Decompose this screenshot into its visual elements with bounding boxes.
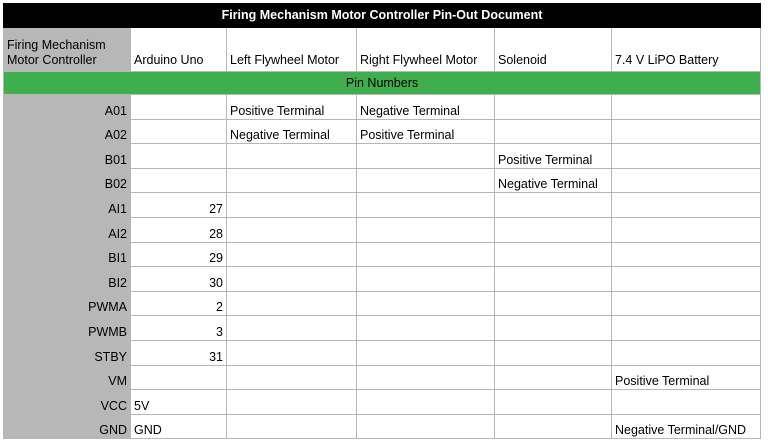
table-cell[interactable]: Negative Terminal/GND: [612, 414, 761, 439]
table-cell[interactable]: [612, 193, 761, 218]
table-cell[interactable]: [612, 144, 761, 169]
table-cell[interactable]: [227, 291, 357, 316]
table-cell[interactable]: [227, 267, 357, 292]
pin-name-cell[interactable]: PWMB: [4, 316, 131, 341]
table-cell[interactable]: [227, 390, 357, 415]
table-cell[interactable]: Negative Terminal: [495, 168, 612, 193]
table-cell[interactable]: [227, 340, 357, 365]
title-row: [4, 4, 761, 28]
table-cell[interactable]: [612, 340, 761, 365]
table-cell[interactable]: [227, 144, 357, 169]
pin-name-cell[interactable]: VM: [4, 365, 131, 390]
table-cell[interactable]: [131, 119, 227, 144]
table-cell[interactable]: Negative Terminal: [227, 119, 357, 144]
table-cell[interactable]: [227, 365, 357, 390]
table-cell[interactable]: [612, 291, 761, 316]
table-cell[interactable]: Positive Terminal: [227, 95, 357, 120]
table-cell[interactable]: [495, 193, 612, 218]
table-cell[interactable]: [357, 365, 495, 390]
table-cell[interactable]: [357, 390, 495, 415]
table-cell[interactable]: [131, 144, 227, 169]
pin-name-cell[interactable]: AI1: [4, 193, 131, 218]
table-cell[interactable]: [495, 242, 612, 267]
table-cell[interactable]: 31: [131, 340, 227, 365]
table-cell[interactable]: [612, 267, 761, 292]
table-cell[interactable]: [357, 414, 495, 439]
spreadsheet: [3, 3, 760, 439]
header-cell-left-flywheel-motor[interactable]: Left Flywheel Motor: [227, 28, 357, 72]
table-cell[interactable]: [612, 316, 761, 341]
table-cell[interactable]: [357, 316, 495, 341]
table-cell[interactable]: 3: [131, 316, 227, 341]
table-row: [4, 390, 761, 415]
table-cell[interactable]: [495, 340, 612, 365]
table-cell[interactable]: Positive Terminal: [612, 365, 761, 390]
table-cell[interactable]: [612, 95, 761, 120]
table-cell[interactable]: [495, 365, 612, 390]
table-cell[interactable]: [357, 242, 495, 267]
table-cell[interactable]: [357, 144, 495, 169]
header-cell-battery[interactable]: 7.4 V LiPO Battery: [612, 28, 761, 72]
table-cell[interactable]: [227, 217, 357, 242]
table-cell[interactable]: [612, 119, 761, 144]
pin-name-cell[interactable]: PWMA: [4, 291, 131, 316]
table-cell[interactable]: [495, 95, 612, 120]
table-cell[interactable]: [131, 168, 227, 193]
table-row: [4, 168, 761, 193]
table-cell[interactable]: [357, 267, 495, 292]
table-cell[interactable]: 28: [131, 217, 227, 242]
pin-name-cell[interactable]: A02: [4, 119, 131, 144]
table-cell[interactable]: [357, 340, 495, 365]
table-cell[interactable]: [495, 119, 612, 144]
table-cell[interactable]: 30: [131, 267, 227, 292]
table-cell[interactable]: [227, 193, 357, 218]
table-cell[interactable]: [495, 316, 612, 341]
table-cell[interactable]: [357, 168, 495, 193]
table-row: [4, 119, 761, 144]
document-title[interactable]: Firing Mechanism Motor Controller Pin-Out Document: [4, 4, 761, 28]
header-cell-right-flywheel-motor[interactable]: Right Flywheel Motor: [357, 28, 495, 72]
table-cell[interactable]: [612, 217, 761, 242]
table-cell[interactable]: 5V: [131, 390, 227, 415]
table-cell[interactable]: [227, 414, 357, 439]
table-row: [4, 144, 761, 169]
table-row: [4, 95, 761, 120]
table-cell[interactable]: [357, 193, 495, 218]
table-cell[interactable]: [612, 168, 761, 193]
table-cell[interactable]: [227, 168, 357, 193]
pin-name-cell[interactable]: B02: [4, 168, 131, 193]
table-cell[interactable]: 29: [131, 242, 227, 267]
table-cell[interactable]: [612, 242, 761, 267]
table-cell[interactable]: Positive Terminal: [357, 119, 495, 144]
header-cell-arduino-uno[interactable]: Arduino Uno: [131, 28, 227, 72]
table-cell[interactable]: [495, 414, 612, 439]
table-cell[interactable]: [495, 291, 612, 316]
table-row: [4, 340, 761, 365]
header-cell-motor-controller[interactable]: Firing Mechanism Motor Controller: [4, 28, 131, 72]
table-cell[interactable]: [227, 316, 357, 341]
table-cell[interactable]: 2: [131, 291, 227, 316]
pin-name-cell[interactable]: STBY: [4, 340, 131, 365]
table-cell[interactable]: [495, 267, 612, 292]
table-row: [4, 242, 761, 267]
table-cell[interactable]: Negative Terminal: [357, 95, 495, 120]
table-row: [4, 414, 761, 439]
table-cell[interactable]: [227, 242, 357, 267]
table-cell[interactable]: [495, 390, 612, 415]
table-row: [4, 193, 761, 218]
table-cell[interactable]: GND: [131, 414, 227, 439]
table-row: [4, 365, 761, 390]
header-row: [4, 28, 761, 72]
table-cell[interactable]: 27: [131, 193, 227, 218]
pin-name-cell[interactable]: BI1: [4, 242, 131, 267]
table-cell[interactable]: [357, 291, 495, 316]
pinout-table: [3, 3, 761, 439]
table-cell[interactable]: [495, 217, 612, 242]
table-row: [4, 217, 761, 242]
pin-name-cell[interactable]: B01: [4, 144, 131, 169]
section-row: [4, 72, 761, 95]
table-row: [4, 291, 761, 316]
table-cell[interactable]: [357, 217, 495, 242]
pin-name-cell[interactable]: AI2: [4, 217, 131, 242]
pin-name-cell[interactable]: A01: [4, 95, 131, 120]
pin-name-cell[interactable]: GND: [4, 414, 131, 439]
table-row: [4, 267, 761, 292]
table-cell[interactable]: [131, 365, 227, 390]
pin-name-cell[interactable]: VCC: [4, 390, 131, 415]
table-cell[interactable]: [612, 390, 761, 415]
table-cell[interactable]: Positive Terminal: [495, 144, 612, 169]
section-label[interactable]: Pin Numbers: [4, 72, 761, 95]
table-cell[interactable]: [131, 95, 227, 120]
table-row: [4, 316, 761, 341]
pin-name-cell[interactable]: BI2: [4, 267, 131, 292]
header-cell-solenoid[interactable]: Solenoid: [495, 28, 612, 72]
